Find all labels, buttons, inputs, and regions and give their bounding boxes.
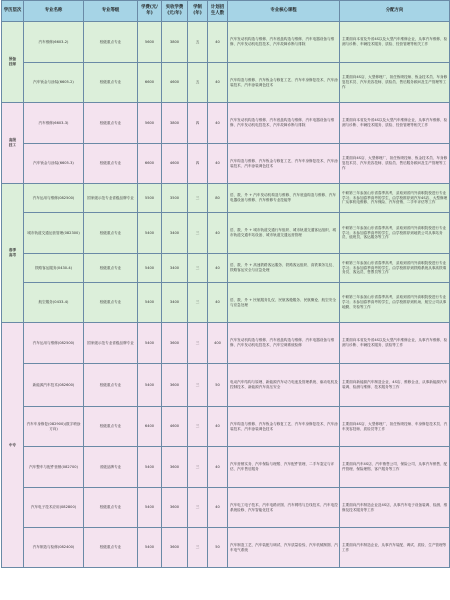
header-plan: 计划招生人数 [208,1,228,22]
actual-fee-cell: 3400 [162,283,188,323]
table-row [2,323,450,364]
years-cell: 三 [188,283,208,323]
table-row [2,63,450,103]
major-grade-cell: 校级重点专业 [84,22,138,63]
actual-fee-cell: 3400 [162,254,188,283]
header-level: 学历层次 [2,1,24,22]
actual-fee-cell: 4600 [162,144,188,184]
fee-cell: 5400 [138,323,162,364]
fee-cell: 5400 [138,364,162,407]
major-grade-cell: 省级品牌专业 [84,447,138,488]
fee-cell: 5600 [138,103,162,144]
major-name-cell: 新能源汽车技术(082600) [24,364,84,407]
plan-cell: 40 [208,103,228,144]
major-name-cell: 汽车制造与检修(082400) [24,528,84,568]
job-direction-cell: 主要面向新能源汽车制造企业、4S店、维修企业，从事新能源汽车装调、检测与维修、技术服务等工作 [340,364,450,407]
years-cell: 三 [188,528,208,568]
major-grade-cell: 校级重点专业 [84,528,138,568]
core-courses-cell: 汽车制造工艺、汽车装配与调试、汽车质量检验、汽车机械制图、汽车电气系统 [228,528,340,568]
job-direction-cell: 主要面向汽车制造企业及4S店，从事汽车电子设备装调、检测、维修及技术服务等工作 [340,488,450,528]
plan-cell: 40 [208,488,228,528]
table-row [2,254,450,283]
job-direction-cell: 主要面向汽车4S店、汽车销售公司、保险公司，从事汽车销售、配件管理、保险理赔、客户服务等工作 [340,447,450,488]
fee-cell: 5500 [138,184,162,213]
years-cell: 五 [188,63,208,103]
actual-fee-cell: 4600 [162,63,188,103]
years-cell: 三 [188,364,208,407]
fee-cell: 5400 [138,213,162,254]
fee-cell: 5400 [138,447,162,488]
job-direction-cell: 主要面向4S店、大型修理厂，担任钣喷技师、钣金技术员、车身修复技术员、汽车美容技师、质检员、售后服务顾问及生产管理等工作 [340,63,450,103]
table-row [2,407,450,447]
major-name-cell: 汽车维修(6603-2) [24,22,84,63]
major-grade-cell: 校级重点专业 [84,488,138,528]
core-courses-cell: 汽车构造与维修、汽车钣金与修复工艺、汽车车身修复技术、汽车涂装技术、汽车涂装调色技术 [228,407,340,447]
major-name-cell: 汽车维修(6603-3) [24,103,84,144]
actual-fee-cell: 3800 [162,103,188,144]
years-cell: 三 [188,407,208,447]
major-name-cell: 城市轨道交通运营管理(082300) [24,213,84,254]
category-cell [2,323,24,568]
plan-cell: 400 [208,323,228,364]
header-direction: 分配方向 [340,1,450,22]
plan-cell: 80 [208,184,228,213]
category-label: 高级技工 [8,138,17,147]
core-courses-cell: 汽车构造与维修、汽车钣金与修复工艺、汽车车身修复技术、汽车涂装技术、汽车涂装调色技术 [228,63,340,103]
major-grade-cell: 校级重点专业 [84,63,138,103]
job-direction-cell: 主要面向本省及外省4S以及大型汽车维修企业，从事汽车维修、检测与诊断、车辆技术服务、质检、经营管理等相关工作 [340,22,450,63]
major-grade-cell: 校级重点专业 [84,283,138,323]
category-cell [2,103,24,184]
years-cell: 三 [188,447,208,488]
header-grade: 专业等级 [84,1,138,22]
table-row [2,213,450,254]
major-grade-cell: 校级重点专业 [84,364,138,407]
core-courses-cell: 语、数、外 + 汽车发动机构造与维修、汽车底盘构造与维修、汽车电器设备与维修、汽车维修专业技能等 [228,184,340,213]
fee-cell: 5600 [138,22,162,63]
core-courses-cell: 汽车发动机构造与维修、汽车底盘构造与维修、汽车电器设备与维修、汽车发动机电控技术、汽车故障诊断与排除 [228,103,340,144]
plan-cell: 40 [208,144,228,184]
fee-cell: 6600 [138,144,162,184]
major-grade-cell: 国家级示范专业省级品牌专业 [84,323,138,364]
core-courses-cell: 语、数、外 + 高速铁路客运服务、铁路客运组织、高铁乘务礼仪、铁路客运安全与应急处理 [228,254,340,283]
years-cell: 三 [188,213,208,254]
job-direction-cell: 主要面向汽车制造企业，从事汽车装配、调试、质检、生产管理等工作 [340,528,450,568]
core-courses-cell: 汽车电工电子技术、汽车电路识图、汽车网络与总线技术、汽车电控系统检修、汽车智能化技术 [228,488,340,528]
table-row [2,144,450,184]
years-cell: 四 [188,144,208,184]
job-direction-cell: 中职第三年参加山东省春季高考，录取到省内外高职院校进行专业学习；未参加春季高考的学生，由学校推荐到铁路系统从事高铁乘务员、客运员、售票员等工作 [340,254,450,283]
header-board: 实收学费(元/年) [162,1,188,22]
table-row [2,488,450,528]
years-cell: 三 [188,254,208,283]
job-direction-cell: 中职第三年参加山东省春季高考，录取到省内外高职院校进行专业学习；未参加春季高考的学生，由学校推荐到汽车4S店、大型修理厂从事机电维修、汽车保险、汽车营销、二手车评估等工作 [340,184,450,213]
plan-cell: 40 [208,447,228,488]
actual-fee-cell: 3600 [162,447,188,488]
table-row [2,103,450,144]
years-cell: 三 [188,323,208,364]
plan-cell: 50 [208,364,228,407]
plan-cell: 50 [208,528,228,568]
table-row [2,283,450,323]
category-label: 预备技师 [8,57,17,66]
table-body [2,22,450,568]
major-name-cell: 航空服务(0433-4) [24,283,84,323]
major-grade-cell: 校级重点专业 [84,254,138,283]
fee-cell: 6600 [138,63,162,103]
major-grade-cell: 国家级示范专业省级品牌专业 [84,184,138,213]
header-years: 学制(年) [188,1,208,22]
major-name-cell: 汽车钣金与涂装(6605-2) [24,63,84,103]
actual-fee-cell: 3600 [162,323,188,364]
core-courses-cell: 汽车构造与维修、汽车钣金与修复工艺、汽车车身修复技术、汽车涂装技术、汽车涂装调色技术 [228,144,340,184]
job-direction-cell: 主要面向4S店、大型修理厂，担任钣喷技师、车身修复技术员、汽车美容技师、质检员等工作 [340,407,450,447]
fee-cell: 5400 [138,528,162,568]
core-courses-cell: 汽车发动机构造与维修、汽车底盘构造与维修、汽车电器设备与维修、汽车发动机电控技术、汽车空调系统检修 [228,323,340,364]
years-cell: 三 [188,184,208,213]
job-direction-cell: 主要面向4S店、大型修理厂，担任钣喷技师、钣金技术员、车身修复技术员、汽车美容技师、质检员、售后服务顾问及生产管理等工作 [340,144,450,184]
job-direction-cell: 主要面向本省及外省4S以及大型汽车维修企业，从事汽车维修、检测与诊断、车辆技术服务、质检、经营管理等相关工作 [340,103,450,144]
actual-fee-cell: 3800 [162,22,188,63]
core-courses-cell: 语、数、外 + 城市轨道交通行车组织、城市轨道交通客运组织、城市轨道交通车站设备、城市轨道交通运营管理 [228,213,340,254]
major-grade-cell: 校级重点专业 [84,144,138,184]
core-courses-cell: 电动汽车结构与原理、新能源汽车动力电池及管理系统、驱动电机及控制技术、新能源汽车高压安全 [228,364,340,407]
job-direction-cell: 中职第三年参加山东省春季高考，录取到省内外高职院校进行专业学习；未参加春季高考的学生，由学校推荐到机场、航空公司从事地勤、安检等工作 [340,283,450,323]
category-label: 中专 [8,442,17,447]
core-courses-cell: 语、数、外 + 民航服务礼仪、民航客舱服务、民航概论、航空安全与应急处理 [228,283,340,323]
actual-fee-cell: 4600 [162,407,188,447]
header-row [2,1,450,22]
category-label: 春季高考 [8,248,17,257]
major-table [1,0,450,568]
major-grade-cell: 校级重点专业 [84,407,138,447]
plan-cell: 40 [208,407,228,447]
major-name-cell: 汽车整车与配件营销(082700) [24,447,84,488]
header-name: 专业名称 [24,1,84,22]
major-name-cell: 汽车电子技术应用(082800) [24,488,84,528]
actual-fee-cell: 3600 [162,528,188,568]
major-name-cell: 汽车车身修复(082900)(数字喷涂方向) [24,407,84,447]
table-row [2,22,450,63]
job-direction-cell: 主要面向本省及外省4S以及大型汽车维修企业，从事汽车维修、检测与诊断、车辆技术服务、质检等工作 [340,323,450,364]
header-fee: 学费(元/年) [138,1,162,22]
category-cell [2,22,24,103]
plan-cell: 40 [208,63,228,103]
plan-cell: 40 [208,283,228,323]
table-row [2,447,450,488]
years-cell: 三 [188,488,208,528]
core-courses-cell: 汽车发动机构造与维修、汽车底盘构造与维修、汽车电器设备与维修、汽车发动机电控技术、汽车故障诊断与排除 [228,22,340,63]
fee-cell: 5400 [138,254,162,283]
years-cell: 四 [188,103,208,144]
fee-cell: 6400 [138,407,162,447]
plan-cell: 40 [208,254,228,283]
enrollment-sheet [1,0,449,600]
table-row [2,528,450,568]
major-name-cell: 汽车运用与维修(082500) [24,323,84,364]
major-grade-cell: 校级重点专业 [84,103,138,144]
table-row [2,364,450,407]
fee-cell: 5400 [138,488,162,528]
years-cell: 五 [188,22,208,63]
major-name-cell: 铁路客运服务(0430-4) [24,254,84,283]
major-grade-cell: 校级重点专业 [84,213,138,254]
actual-fee-cell: 3600 [162,488,188,528]
actual-fee-cell: 3400 [162,213,188,254]
core-courses-cell: 汽车营销实务、汽车保险与理赔、汽车配件管理、二手车鉴定与评估、汽车售后服务 [228,447,340,488]
major-name-cell: 汽车运用与维修(082500) [24,184,84,213]
actual-fee-cell: 3500 [162,184,188,213]
plan-cell: 40 [208,213,228,254]
actual-fee-cell: 3600 [162,364,188,407]
header-courses: 专业核心课程 [228,1,340,22]
major-name-cell: 汽车钣金与涂装(6605-3) [24,144,84,184]
plan-cell: 40 [208,22,228,63]
job-direction-cell: 中职第三年参加山东省春季高考，录取到省内外高职院校进行专业学习；未参加春季高考的学生，由学校推荐到地铁公司从事站务员、值班员、客运服务等工作 [340,213,450,254]
fee-cell: 5400 [138,283,162,323]
table-row [2,184,450,213]
category-cell [2,184,24,323]
